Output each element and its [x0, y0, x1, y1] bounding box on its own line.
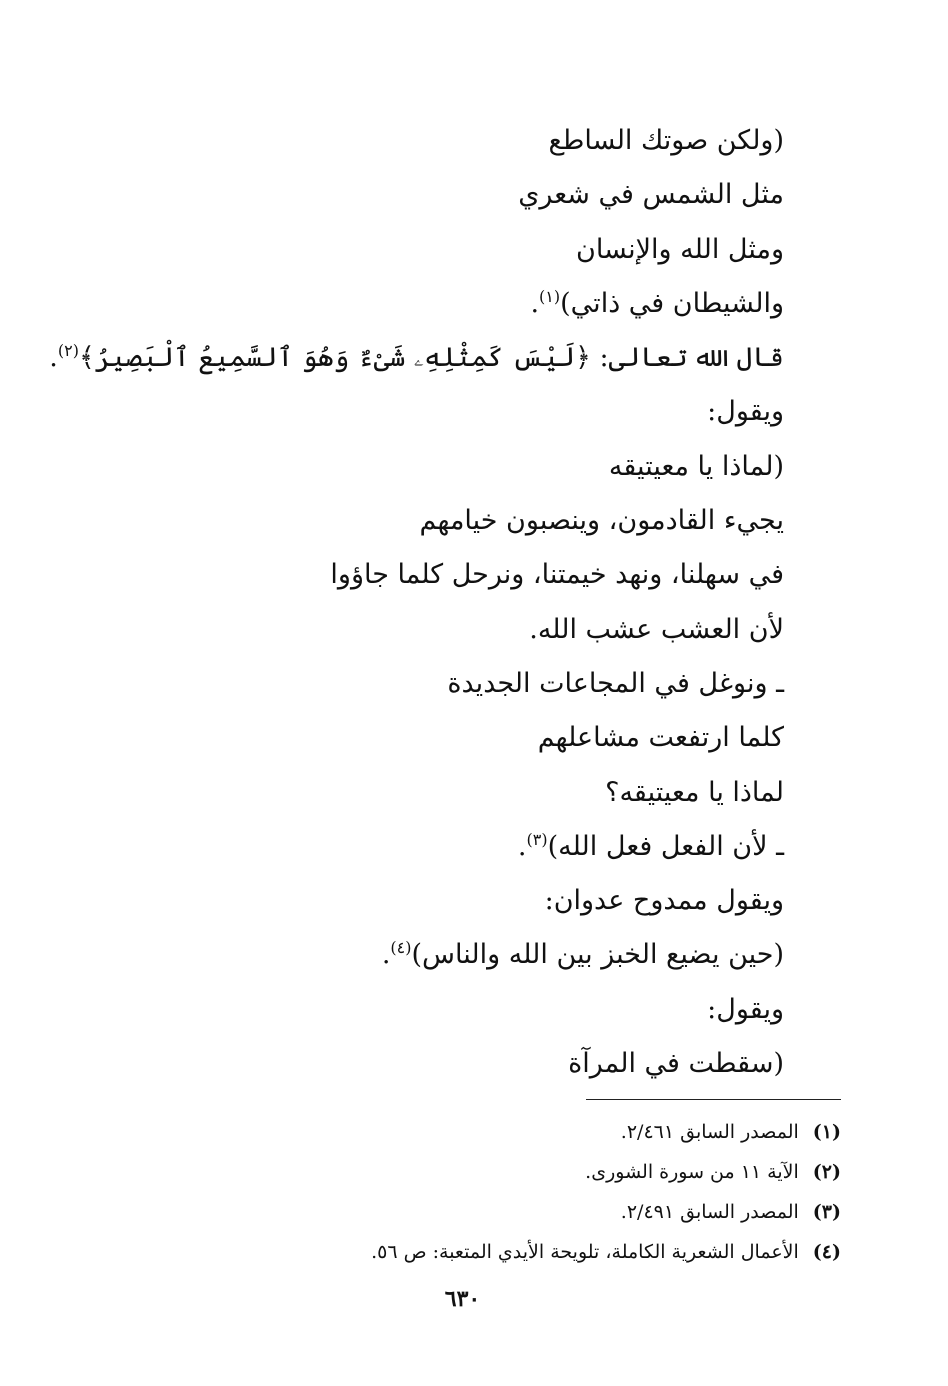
quran-verse: ﴿لَيْسَ كَمِثْلِهِۦ شَىْءٌ وَهُوَ ٱلسَّمِيعُ ٱلْبَصِيرُ﴾ — [78, 342, 591, 374]
main-text — [49, 114, 784, 1091]
footnote-item — [121, 1232, 841, 1272]
footnote-text: المصدر السابق ٢/٤٦١. — [620, 1121, 799, 1143]
poem-line-text: والشيطان في ذاتي) — [560, 287, 784, 319]
poem-line: ـ ونوغل في المجاعات الجديدة — [447, 667, 784, 699]
verse-intro: قال الله تعالى: — [590, 342, 784, 374]
poem-line: (لماذا يا معيتيقه — [608, 450, 784, 482]
footnote-ref: (٣) — [526, 829, 548, 849]
footnote-item — [121, 1152, 841, 1192]
poem-line: (سقطت في المرآة — [568, 1048, 784, 1080]
footnote-number: (٢) — [812, 1161, 841, 1183]
footnote-text: الأعمال الشعرية الكاملة، تلويحة الأيدي المتعبة: ص ٥٦. — [371, 1241, 799, 1263]
footnote-item — [121, 1192, 841, 1232]
poem-line: لأن العشب عشب الله. — [529, 613, 784, 645]
footnotes — [121, 1112, 841, 1272]
page-number: ٦٣٠ — [444, 1286, 481, 1312]
punctuation: . — [517, 830, 527, 862]
poem-line: في سهلنا، ونهد خيمتنا، ونرحل كلما جاؤوا — [330, 559, 784, 591]
footnote-number: (٣) — [812, 1201, 841, 1223]
poem-line: (ولكن صوتك الساطع — [548, 125, 784, 156]
poem-line — [104, 277, 784, 331]
poem-line — [104, 820, 784, 874]
quran-verse-line — [49, 331, 784, 385]
poem-line: مثل الشمس في شعري — [518, 179, 784, 211]
poem-line — [104, 928, 784, 982]
poem-line: يجيء القادمون، وينصبون خيامهم — [419, 505, 784, 537]
footnote-text: الآية ١١ من سورة الشورى. — [585, 1161, 799, 1183]
footnote-separator — [586, 1099, 841, 1100]
footnote-number: (١) — [812, 1121, 841, 1143]
footnote-item — [121, 1112, 841, 1152]
footnote-ref: (٢) — [57, 341, 79, 361]
footnote-text: المصدر السابق ٢/٤٩١. — [620, 1201, 799, 1223]
poem-line: ويقول: — [707, 993, 784, 1025]
poem-line: ومثل الله والإنسان — [576, 233, 784, 265]
poem-line-text: (حين يضيع الخبز بين الله والناس) — [411, 939, 784, 971]
poem-line: لماذا يا معيتيقه؟ — [605, 776, 784, 808]
poem-line-text: ـ لأن الفعل فعل الله) — [547, 830, 784, 862]
footnote-number: (٤) — [812, 1241, 841, 1263]
punctuation: . — [49, 342, 58, 374]
footnote-ref: (١) — [539, 286, 561, 306]
poem-line: ويقول ممدوح عدوان: — [544, 885, 784, 917]
punctuation: . — [530, 287, 540, 319]
poem-line: ويقول: — [707, 396, 784, 428]
footnote-ref: (٤) — [390, 938, 412, 958]
punctuation: . — [381, 939, 391, 971]
poem-line: كلما ارتفعت مشاعلهم — [537, 722, 784, 754]
